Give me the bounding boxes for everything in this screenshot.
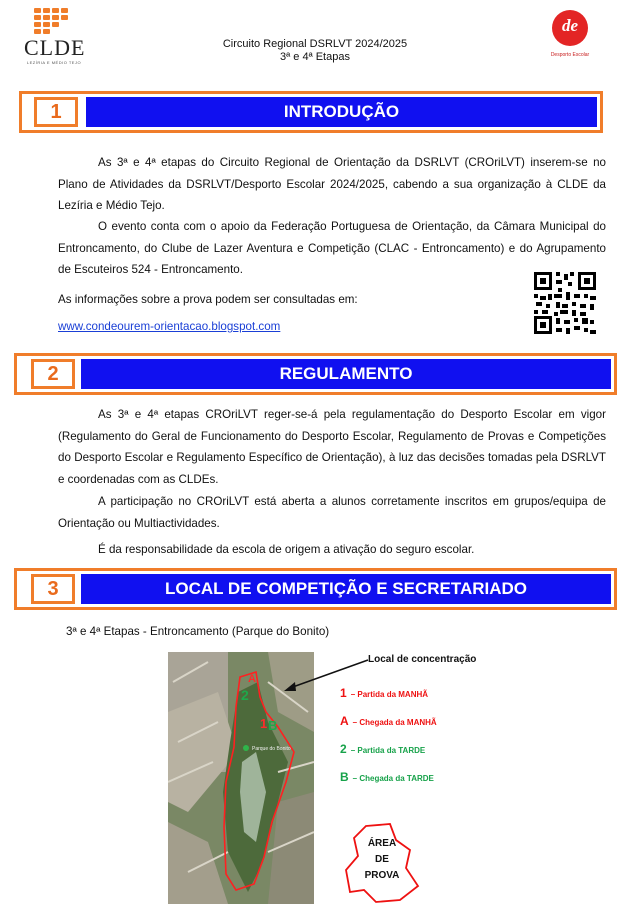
section-3-title: LOCAL DE COMPETIÇÃO E SECRETARIADO bbox=[164, 579, 528, 598]
area-de-prova-icon bbox=[340, 820, 424, 904]
clde-logo bbox=[24, 8, 84, 64]
section-1-number: 1 bbox=[34, 97, 78, 127]
document-header bbox=[150, 38, 480, 64]
section-3-banner bbox=[14, 568, 617, 610]
legend-item-partida-tarde: 2 – Partida da TARDE bbox=[340, 742, 426, 756]
map-park-label: Parque do Bonito bbox=[252, 746, 291, 752]
regulamento-paragraph-2: A participação no CROriLVT está aberta a alunos corretamente inscritos em grupos/equipa de Orientação ou Multiactividades. bbox=[58, 495, 606, 530]
clde-logo-dots bbox=[34, 8, 70, 34]
area-label-3: PROVA bbox=[364, 870, 400, 881]
section-2-banner bbox=[14, 353, 617, 395]
area-label-2: DE bbox=[375, 854, 389, 865]
clde-logo-subtitle: LEZÍRIA E MÉDIO TEJO bbox=[26, 60, 82, 65]
section-3-blue-band bbox=[81, 574, 611, 604]
svg-text:A: A bbox=[248, 673, 256, 685]
section-2-title: REGULAMENTO bbox=[279, 364, 413, 383]
clde-logo-text: CLDE bbox=[24, 35, 86, 60]
header-subtitle: 3ª e 4ª Etapas bbox=[280, 51, 350, 63]
intro-paragraph-3: As informações sobre a prova podem ser consultadas em: bbox=[58, 293, 358, 306]
section-3-number: 3 bbox=[31, 574, 75, 604]
svg-text:1: 1 bbox=[260, 716, 268, 731]
intro-paragraph-1: As 3ª e 4ª etapas do Circuito Regional de Orientação da DSRLVT (CROriLVT) inserem-se no Plano de Atividades da DSRLVT/Desporto Escolar 2024/2025, cabendo a sua organização à CLDE da Lezíria e Médio Tejo. bbox=[58, 156, 606, 212]
desporto-escolar-logo-subtitle: Desporto Escolar bbox=[550, 52, 590, 58]
section-1-blue-band bbox=[86, 97, 597, 127]
desporto-escolar-logo bbox=[540, 8, 604, 64]
legend-title: Local de concentração bbox=[368, 654, 477, 665]
local-subtitle: 3ª e 4ª Etapas - Entroncamento (Parque do Bonito) bbox=[66, 625, 330, 638]
intro-paragraph-2: O evento conta com o apoio da Federação Portuguesa de Orientação, da Câmara Municipal do Entroncamento, do Clube de Lazer Aventura e Competição (CLAC - Entroncamento) e do Agrupamento de Escuteiros 524 - Entroncamento. bbox=[58, 220, 606, 276]
header-title: Circuito Regional DSRLVT 2024/2025 bbox=[222, 38, 408, 50]
regulamento-paragraph-3: É da responsabilidade da escola de origem a ativação do seguro escolar. bbox=[98, 543, 475, 556]
section-2-blue-band bbox=[81, 359, 611, 389]
legend-item-chegada-manha: A – Chegada da MANHÃ bbox=[340, 714, 437, 728]
blog-link[interactable]: www.condeourem-orientacao.blogspot.com bbox=[58, 320, 281, 333]
regulamento-paragraph-1: As 3ª e 4ª etapas CROriLVT reger-se-á pela regulamentação do Desporto Escolar em vigor (Regulamento do Geral de Funcionamento do Desporto Escolar, Regulamento de Provas e Competições do Desporto Escolar e Regulamento Específico de Orientação), à luz das decisões tomadas pela DSRLVT e coordenadas com as CLDEs. bbox=[58, 408, 606, 486]
svg-text:2: 2 bbox=[241, 687, 249, 703]
section-1-banner bbox=[19, 91, 603, 133]
legend-item-chegada-tarde: B – Chegada da TARDE bbox=[340, 770, 434, 784]
desporto-escolar-logo-text: de bbox=[561, 16, 579, 35]
area-label-1: ÁREA bbox=[367, 838, 397, 849]
qr-code[interactable] bbox=[532, 270, 598, 336]
section-2-number: 2 bbox=[31, 359, 75, 389]
section-1-title: INTRODUÇÃO bbox=[283, 102, 400, 121]
svg-text:B: B bbox=[268, 718, 278, 733]
legend-item-partida-manha: 1 – Partida da MANHÃ bbox=[340, 686, 429, 700]
